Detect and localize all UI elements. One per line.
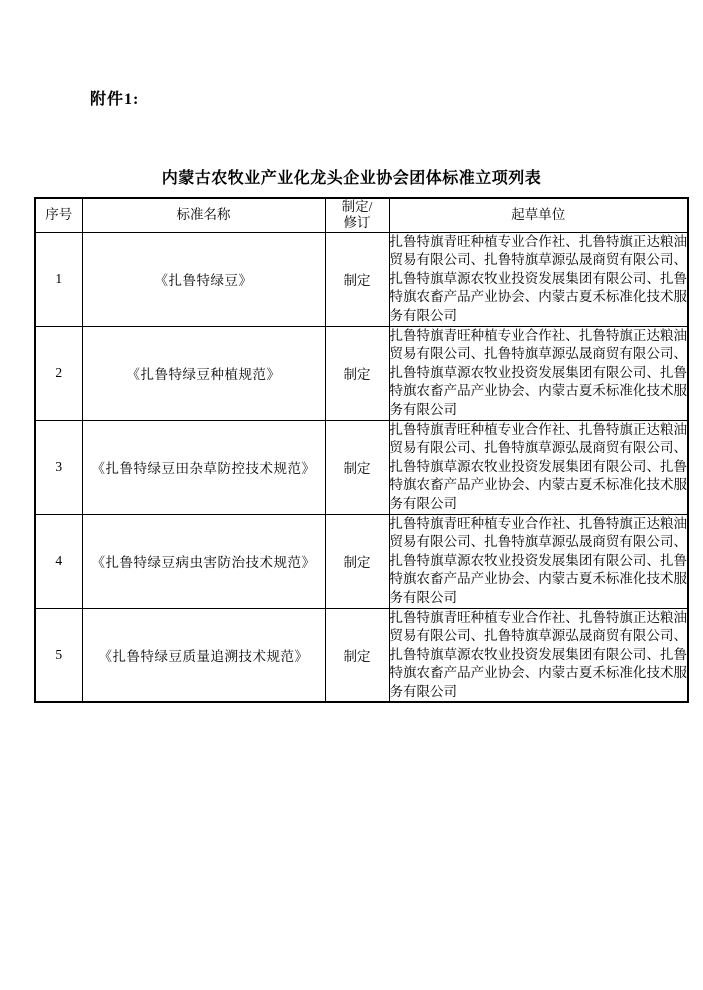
- standard-name-cell: 《扎鲁特绿豆》: [82, 232, 325, 326]
- table-row: [35, 232, 688, 326]
- standard-name-cell: 《扎鲁特绿豆质量追溯技术规范》: [82, 608, 325, 702]
- header-cell-action: [325, 198, 389, 232]
- table-row: [35, 420, 688, 514]
- table-row: [35, 326, 688, 420]
- drafter-cell: 扎鲁特旗青旺种植专业合作社、扎鲁特旗正达粮油贸易有限公司、扎鲁特旗草源弘晟商贸有限公司、扎鲁特旗草源农牧业投资发展集团有限公司、扎鲁特旗农畜产品产业协会、内蒙古夏禾标准化技术服务有限公司: [389, 420, 688, 514]
- row-no-cell: 5: [35, 608, 82, 702]
- standards-table: [34, 197, 689, 703]
- drafter-cell: 扎鲁特旗青旺种植专业合作社、扎鲁特旗正达粮油贸易有限公司、扎鲁特旗草源弘晟商贸有限公司、扎鲁特旗草源农牧业投资发展集团有限公司、扎鲁特旗农畜产品产业协会、内蒙古夏禾标准化技术服务有限公司: [389, 608, 688, 702]
- drafter-cell: 扎鲁特旗青旺种植专业合作社、扎鲁特旗正达粮油贸易有限公司、扎鲁特旗草源弘晟商贸有限公司、扎鲁特旗草源农牧业投资发展集团有限公司、扎鲁特旗农畜产品产业协会、内蒙古夏禾标准化技术服务有限公司: [389, 514, 688, 608]
- action-cell: 制定: [325, 232, 389, 326]
- header-action-line2: 修订: [343, 215, 371, 231]
- action-cell: 制定: [325, 514, 389, 608]
- row-no-cell: 1: [35, 232, 82, 326]
- table-header-row: [35, 198, 688, 232]
- table-row: [35, 514, 688, 608]
- drafter-cell: 扎鲁特旗青旺种植专业合作社、扎鲁特旗正达粮油贸易有限公司、扎鲁特旗草源弘晟商贸有限公司、扎鲁特旗草源农牧业投资发展集团有限公司、扎鲁特旗农畜产品产业协会、内蒙古夏禾标准化技术服务有限公司: [389, 326, 688, 420]
- action-cell: 制定: [325, 608, 389, 702]
- header-cell-no: 序号: [35, 198, 82, 232]
- row-no-cell: 3: [35, 420, 82, 514]
- document-title: 内蒙古农牧业产业化龙头企业协会团体标准立项列表: [161, 170, 542, 187]
- action-cell: 制定: [325, 420, 389, 514]
- attachment-label: 附件1:: [90, 91, 140, 108]
- drafter-cell: 扎鲁特旗青旺种植专业合作社、扎鲁特旗正达粮油贸易有限公司、扎鲁特旗草源弘晟商贸有限公司、扎鲁特旗草源农牧业投资发展集团有限公司、扎鲁特旗农畜产品产业协会、内蒙古夏禾标准化技术服务有限公司: [389, 232, 688, 326]
- row-no-cell: 2: [35, 326, 82, 420]
- header-cell-drafter: 起草单位: [389, 198, 688, 232]
- standard-name-cell: 《扎鲁特绿豆病虫害防治技术规范》: [82, 514, 325, 608]
- action-cell: 制定: [325, 326, 389, 420]
- standard-name-cell: 《扎鲁特绿豆田杂草防控技术规范》: [82, 420, 325, 514]
- row-no-cell: 4: [35, 514, 82, 608]
- standard-name-cell: 《扎鲁特绿豆种植规范》: [82, 326, 325, 420]
- table-row: [35, 608, 688, 702]
- header-cell-name: 标准名称: [82, 198, 325, 232]
- header-action-line1: 制定/: [341, 199, 373, 215]
